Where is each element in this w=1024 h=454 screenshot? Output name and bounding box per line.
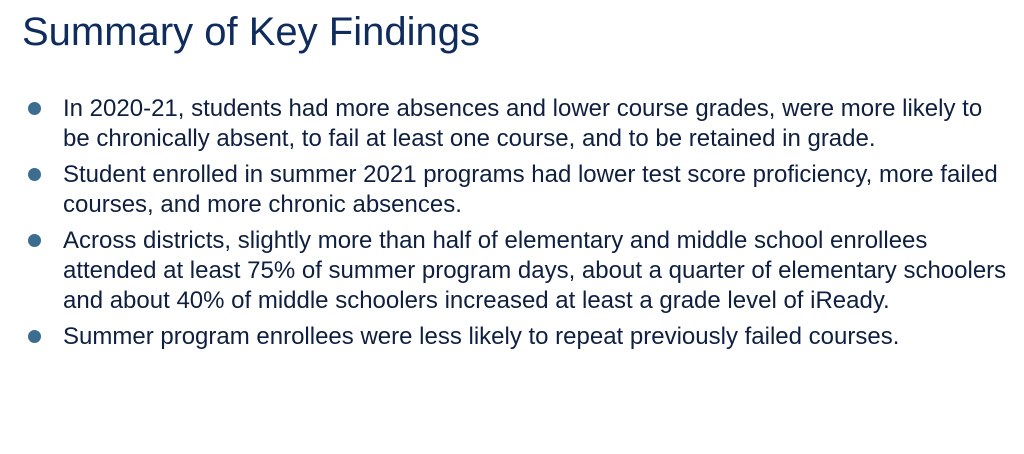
finding-item bbox=[28, 160, 1008, 220]
bullet-dot-icon bbox=[28, 234, 41, 247]
finding-item bbox=[28, 94, 1008, 154]
slide-title: Summary of Key Findings bbox=[22, 10, 480, 54]
bullet-dot-icon bbox=[28, 168, 41, 181]
finding-text: Across districts, slightly more than half of elementary and middle school enrollees attended at least 75% of summer program days, about a quarter of elementary schoolers and about 40% of middle schoolers increased at least a grade level of iReady. bbox=[63, 227, 1007, 314]
finding-text: Summer program enrollees were less likely to repeat previously failed courses. bbox=[63, 323, 900, 350]
findings-list bbox=[28, 94, 1008, 358]
bullet-dot-icon bbox=[28, 102, 41, 115]
finding-item bbox=[28, 322, 1008, 352]
finding-text: In 2020-21, students had more absences and lower course grades, were more likely to be chronically absent, to fail at least one course, and to be retained in grade. bbox=[63, 95, 983, 152]
bullet-dot-icon bbox=[28, 330, 41, 343]
finding-item bbox=[28, 226, 1008, 316]
finding-text: Student enrolled in summer 2021 programs had lower test score proficiency, more failed courses, and more chronic absences. bbox=[63, 161, 998, 218]
